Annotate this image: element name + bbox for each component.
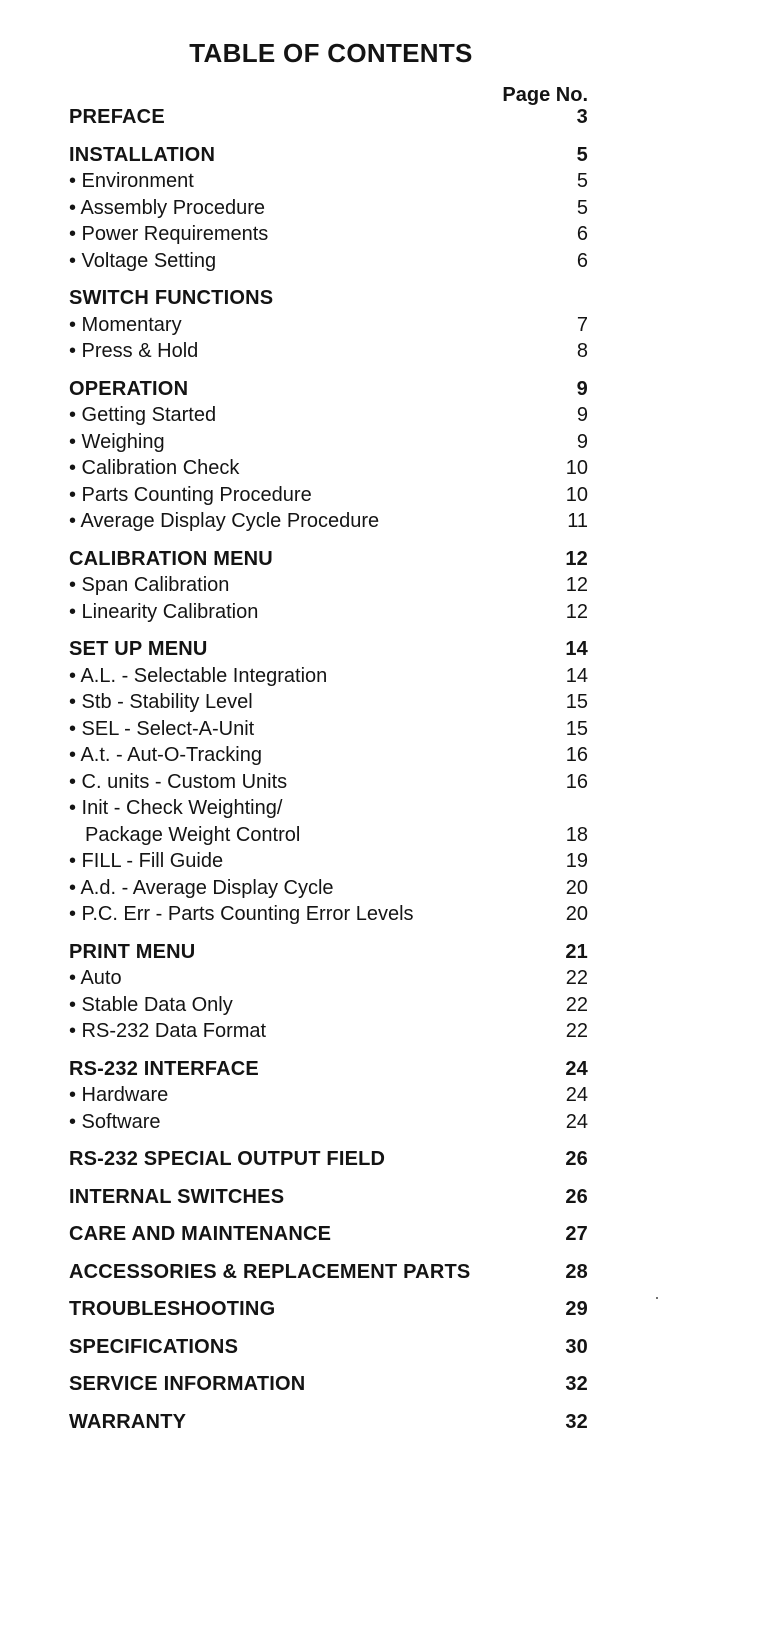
section-title: TROUBLESHOOTING (69, 1298, 276, 1320)
entry-page-number: 24 (565, 1084, 588, 1106)
entry-label: • Assembly Procedure (69, 196, 265, 219)
toc-section (69, 1056, 588, 1136)
toc-entry (69, 795, 588, 822)
entry-label: • A.d. - Average Display Cycle (69, 876, 334, 899)
entry-label: • Average Display Cycle Procedure (69, 510, 380, 532)
entry-page-number: 18 (565, 823, 588, 846)
page-number-column-header: Page No. (502, 84, 588, 106)
toc-entry (69, 248, 588, 275)
section-title: PREFACE (69, 106, 165, 128)
toc-section-heading (69, 1056, 588, 1083)
entry-page-number: 15 (565, 691, 588, 713)
toc-section (69, 104, 588, 131)
entry-page-number: 11 (567, 510, 588, 532)
entry-page-number: 12 (565, 574, 588, 596)
section-page-number: 26 (565, 1185, 588, 1208)
toc-section (69, 636, 588, 928)
toc-section-heading (69, 1146, 588, 1173)
entry-page-number: 15 (565, 717, 588, 740)
entry-page-number: 20 (565, 876, 588, 899)
toc-entry (69, 848, 588, 875)
section-title: RS-232 INTERFACE (69, 1057, 259, 1080)
entry-label: • Environment (69, 170, 194, 192)
entry-label: • Stable Data Only (69, 993, 233, 1016)
toc-section-heading (69, 939, 588, 966)
entry-label: • P.C. Err - Parts Counting Error Levels (69, 903, 414, 925)
section-page-number: 3 (576, 106, 588, 128)
section-title: ACCESSORIES & REPLACEMENT PARTS (69, 1260, 471, 1283)
entry-page-number: 14 (565, 664, 588, 687)
entry-label: • Weighing (69, 430, 165, 453)
toc-section (69, 1409, 588, 1436)
toc-section (69, 1221, 588, 1248)
toc-entry (69, 455, 588, 482)
toc-section-heading (69, 1409, 588, 1436)
toc-entry (69, 965, 588, 992)
toc-section (69, 1184, 588, 1211)
toc-entry (69, 769, 588, 796)
toc-section (69, 376, 588, 535)
toc-entry (69, 901, 588, 928)
toc-entry (69, 195, 588, 222)
entry-label: • Getting Started (69, 404, 217, 426)
section-page-number: 32 (565, 1373, 588, 1395)
toc-entry (69, 822, 588, 849)
section-title: CALIBRATION MENU (69, 547, 273, 570)
entry-label: • A.t. - Aut-O-Tracking (69, 744, 262, 766)
entry-label: • Hardware (69, 1084, 169, 1106)
toc-section (69, 1371, 588, 1398)
toc-entry (69, 689, 588, 716)
toc-entry (69, 599, 588, 626)
entry-page-number: 10 (565, 457, 588, 479)
toc-entry (69, 742, 588, 769)
entry-page-number: 8 (576, 340, 588, 362)
entry-page-number: 24 (565, 1110, 588, 1133)
toc-section-heading (69, 1371, 588, 1398)
entry-label: • SEL - Select-A-Unit (69, 717, 255, 740)
toc-section (69, 1296, 588, 1323)
section-page-number: 27 (565, 1223, 588, 1245)
entry-page-number: 22 (565, 967, 588, 989)
entry-page-number: 16 (565, 744, 588, 766)
toc-section-heading (69, 1259, 588, 1286)
entry-page-number: 12 (565, 600, 588, 623)
toc-entry (69, 312, 588, 339)
section-page-number: 28 (565, 1260, 588, 1283)
toc-entry (69, 663, 588, 690)
section-title: SET UP MENU (69, 638, 208, 660)
entry-page-number: 7 (576, 313, 588, 336)
section-page-number: 30 (565, 1335, 588, 1358)
toc-section-heading (69, 546, 588, 573)
toc-entry (69, 572, 588, 599)
entry-page-number: 9 (576, 404, 588, 426)
toc-entry (69, 1082, 588, 1109)
entry-label: • Stb - Stability Level (69, 691, 253, 713)
section-title: CARE AND MAINTENANCE (69, 1223, 332, 1245)
section-title: OPERATION (69, 377, 189, 400)
entry-page-number: 5 (576, 196, 588, 219)
toc-section-heading (69, 1184, 588, 1211)
toc-section-heading (69, 1221, 588, 1248)
entry-label: • FILL - Fill Guide (69, 850, 224, 872)
section-page-number: 5 (576, 143, 588, 166)
entry-label: • Parts Counting Procedure (69, 483, 312, 506)
toc-section-heading (69, 104, 588, 131)
entry-label: • Auto (69, 967, 122, 989)
entry-page-number: 6 (576, 223, 588, 245)
entry-page-number: 5 (576, 170, 588, 192)
section-page-number: 32 (565, 1410, 588, 1433)
section-title: RS-232 SPECIAL OUTPUT FIELD (69, 1148, 386, 1170)
entry-page-number: 22 (565, 1020, 588, 1042)
entry-page-number: 19 (565, 850, 588, 872)
toc-entry (69, 429, 588, 456)
toc-entry (69, 1018, 588, 1045)
toc-entry (69, 482, 588, 509)
page-title: TABLE OF CONTENTS (189, 38, 473, 68)
entry-label: • Software (69, 1110, 161, 1133)
toc-entry (69, 221, 588, 248)
section-title: SWITCH FUNCTIONS (69, 287, 274, 309)
entry-page-number: 6 (576, 249, 588, 272)
entry-label: • RS-232 Data Format (69, 1020, 267, 1042)
entry-label: • Calibration Check (69, 457, 240, 479)
section-page-number: 14 (565, 638, 588, 660)
toc-entry (69, 992, 588, 1019)
section-title: PRINT MENU (69, 940, 196, 963)
toc-section-heading (69, 636, 588, 663)
entry-label: • C. units - Custom Units (69, 770, 288, 793)
toc-section-heading (69, 1296, 588, 1323)
toc-section-heading (69, 285, 588, 312)
entry-label: • Momentary (69, 313, 182, 336)
entry-label: • A.L. - Selectable Integration (69, 664, 328, 687)
section-page-number: 12 (565, 547, 588, 570)
table-of-contents (69, 104, 588, 1446)
toc-entry (69, 508, 588, 535)
toc-section (69, 142, 588, 275)
section-page-number: 26 (565, 1148, 588, 1170)
entry-page-number: 9 (576, 430, 588, 453)
toc-section-heading (69, 376, 588, 403)
section-page-number: 29 (565, 1298, 588, 1320)
toc-section (69, 285, 588, 365)
section-title: SERVICE INFORMATION (69, 1373, 306, 1395)
entry-page-number: 20 (565, 903, 588, 925)
section-title: WARRANTY (69, 1410, 187, 1433)
entry-label: • Power Requirements (69, 223, 269, 245)
section-page-number: 21 (565, 940, 588, 963)
toc-section (69, 546, 588, 626)
toc-entry (69, 716, 588, 743)
toc-entry (69, 1109, 588, 1136)
toc-entry (69, 338, 588, 365)
section-page-number: 24 (565, 1057, 588, 1080)
entry-page-number: 16 (565, 770, 588, 793)
toc-entry (69, 168, 588, 195)
section-title: SPECIFICATIONS (69, 1335, 239, 1358)
entry-label: • Press & Hold (69, 340, 199, 362)
toc-section (69, 939, 588, 1045)
entry-label: • Voltage Setting (69, 249, 217, 272)
entry-label: Package Weight Control (85, 823, 301, 846)
toc-section (69, 1334, 588, 1361)
toc-section-heading (69, 142, 588, 169)
stray-dot-mark (656, 1297, 658, 1299)
section-title: INSTALLATION (69, 143, 216, 166)
toc-entry (69, 875, 588, 902)
entry-page-number: 10 (565, 483, 588, 506)
entry-label: • Linearity Calibration (69, 600, 259, 623)
toc-entry (69, 402, 588, 429)
toc-section-heading (69, 1334, 588, 1361)
section-page-number: 9 (576, 377, 588, 400)
toc-section (69, 1259, 588, 1286)
section-title: INTERNAL SWITCHES (69, 1185, 285, 1208)
entry-label: • Span Calibration (69, 574, 230, 596)
entry-label: • Init - Check Weighting/ (69, 797, 283, 819)
toc-section (69, 1146, 588, 1173)
entry-page-number: 22 (565, 993, 588, 1016)
